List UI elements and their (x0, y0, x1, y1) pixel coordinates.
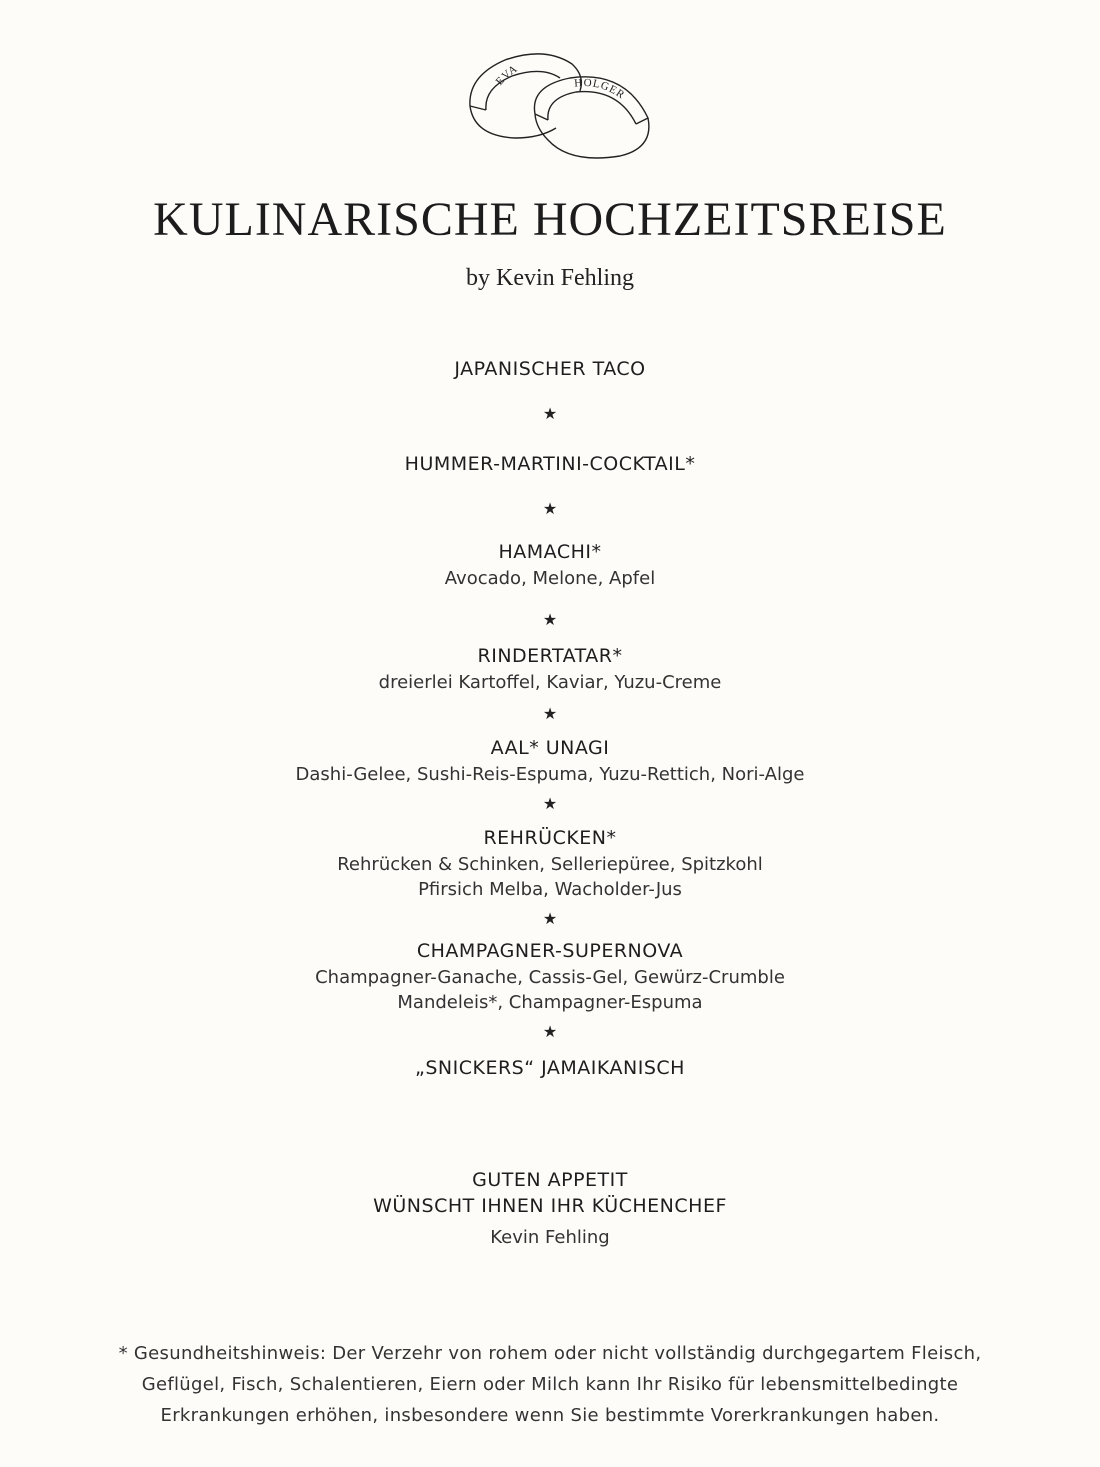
course-name: JAPANISCHER TACO (454, 358, 646, 380)
course-description: Avocado, Melone, Apfel (444, 568, 656, 589)
star-separator: ★ (542, 404, 558, 423)
health-footnote (60, 1338, 1040, 1431)
star-separator: ★ (542, 1022, 558, 1041)
course-item (0, 735, 1100, 787)
star-separator: ★ (542, 610, 558, 629)
menu-title: KULINARISCHE HOCHZEITSREISE (153, 193, 947, 246)
course-item (0, 451, 1100, 478)
course-item (0, 356, 1100, 383)
course-item (0, 825, 1100, 902)
course-item (0, 938, 1100, 1015)
star-separator: ★ (542, 499, 558, 518)
course-description: Champagner-Ganache, Cassis-Gel, Gewürz-Crumble (315, 967, 785, 988)
course-description: Rehrücken & Schinken, Selleriepüree, Spitzkohl (337, 854, 763, 875)
footnote-line: Geflügel, Fisch, Schalentieren, Eiern oder Milch kann Ihr Risiko für lebensmittelbedingte (141, 1374, 959, 1395)
svg-text:HOLGER (574, 77, 627, 102)
course-name: RINDERTATAR* (477, 645, 623, 667)
course-name: CHAMPAGNER-SUPERNOVA (416, 940, 684, 962)
menu-subtitle: by Kevin Fehling (466, 265, 634, 291)
course-description: Mandeleis*, Champagner-Espuma (397, 992, 703, 1013)
chef-name: Kevin Fehling (490, 1227, 610, 1248)
closing-greeting: GUTEN APPETIT (472, 1169, 628, 1191)
course-item (0, 643, 1100, 695)
course-item (0, 539, 1100, 591)
wedding-rings-logo (460, 36, 660, 166)
course-description: Pfirsich Melba, Wacholder-Jus (418, 879, 682, 900)
course-item (0, 1055, 1100, 1082)
course-description: Dashi-Gelee, Sushi-Reis-Espuma, Yuzu-Rettich, Nori-Alge (295, 764, 805, 785)
course-name: „SNICKERS“ JAMAIKANISCH (415, 1057, 685, 1079)
course-description: dreierlei Kartoffel, Kaviar, Yuzu-Creme (378, 672, 722, 693)
course-name: HUMMER-MARTINI-COCKTAIL* (404, 453, 696, 475)
course-name: HAMACHI* (498, 541, 602, 563)
star-separator: ★ (542, 909, 558, 928)
footnote-line: Erkrankungen erhöhen, insbesondere wenn Sie bestimmte Vorerkrankungen haben. (160, 1405, 940, 1426)
course-name: AAL* UNAGI (490, 737, 610, 759)
course-name: REHRÜCKEN* (483, 827, 617, 849)
closing-block (0, 1167, 1100, 1251)
ring-left-name: EVA (493, 62, 521, 88)
star-separator: ★ (542, 794, 558, 813)
star-separator: ★ (542, 704, 558, 723)
ring-right-name: HOLGER (573, 76, 628, 102)
closing-wishes: WÜNSCHT IHNEN IHR KÜCHENCHEF (373, 1195, 727, 1217)
course-list (0, 356, 1100, 1082)
footnote-line: * Gesundheitshinweis: Der Verzehr von rohem oder nicht vollständig durchgegartem Fleisch, (118, 1343, 982, 1364)
